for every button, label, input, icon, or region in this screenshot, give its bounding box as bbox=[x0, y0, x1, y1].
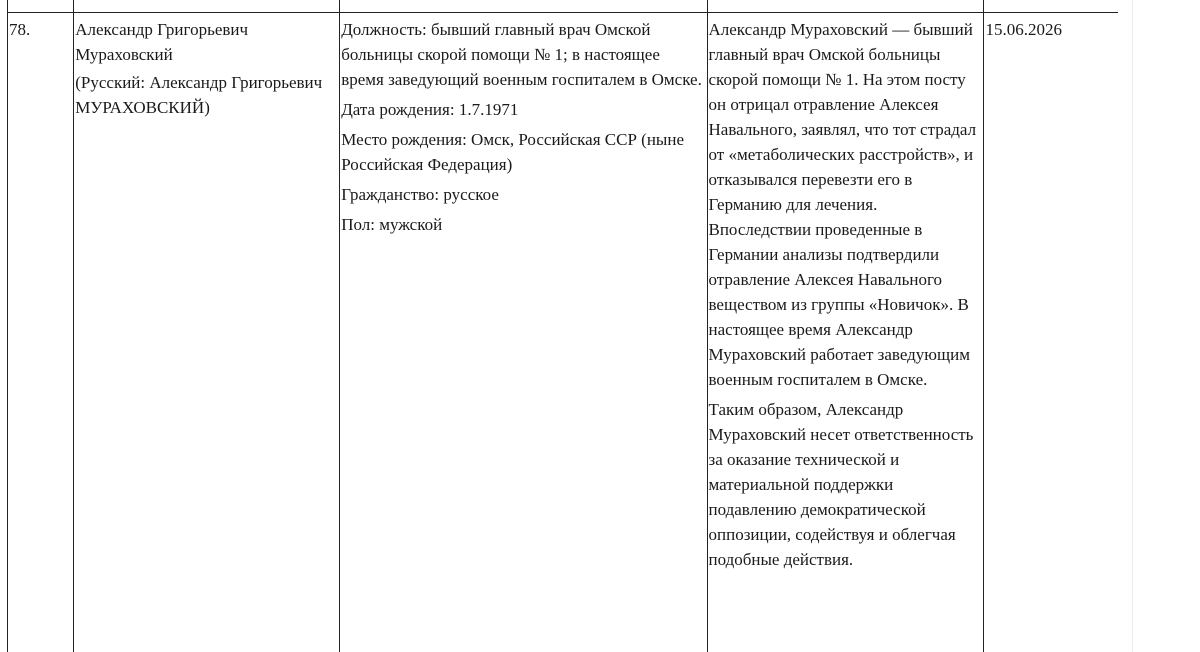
table-row bbox=[8, 13, 1119, 652]
table-cell bbox=[984, 0, 1118, 13]
entry-info-cell bbox=[340, 13, 707, 652]
table-cell bbox=[340, 0, 707, 13]
entry-date-cell bbox=[984, 13, 1118, 652]
table-cell bbox=[707, 0, 984, 13]
table-cell bbox=[8, 0, 74, 13]
entry-name-original: (Русский: Александр Григорьевич МУРАХОВСКИЙ) bbox=[75, 73, 323, 117]
reason-paragraph: Александр Мураховский — бывший главный врач Омской больницы скорой помощи № 1. На этом посту он отрицал отравление Алексея Навального, заявлял, что тот страдал от «метаболических расстройств», и отказывался перевезти его в Германию для лечения. Впоследствии проведенные в Германии анализы подтвердили отравление Алексея Навального веществом из группы «Новичок». В настоящее время Александр Мураховский работает заведующим военным госпиталем в Омске. bbox=[708, 20, 977, 389]
entry-name: Александр Григорьевич Мураховский bbox=[75, 20, 249, 64]
scrollbar-track[interactable] bbox=[1132, 0, 1133, 652]
reason-paragraph: Таким образом, Александр Мураховский несет ответственность за оказание технической и материальной поддержки подавлению демократической оппозиции, содействуя и облегчая подобные действия. bbox=[708, 400, 974, 569]
info-citizenship: Гражданство: русское bbox=[341, 185, 499, 204]
entry-number: 78. bbox=[9, 20, 31, 39]
entry-name-cell bbox=[74, 13, 340, 652]
previous-table-row bbox=[8, 0, 1119, 13]
info-position: Должность: бывший главный врач Омской больницы скорой помощи № 1; в настоящее время заведующий военным госпиталем в Омске. bbox=[341, 20, 702, 89]
entry-reasons-cell bbox=[707, 13, 984, 652]
table-cell bbox=[74, 0, 340, 13]
entry-number-cell bbox=[8, 13, 74, 652]
info-birth-date: Дата рождения: 1.7.1971 bbox=[341, 100, 519, 119]
info-birth-place: Место рождения: Омск, Российская ССР (ныне Российская Федерация) bbox=[341, 130, 685, 174]
info-gender: Пол: мужской bbox=[341, 215, 443, 234]
page-scrollbar[interactable] bbox=[1118, 0, 1200, 652]
sanctions-table bbox=[7, 0, 1118, 652]
listing-date: 15.06.2026 bbox=[985, 20, 1062, 39]
